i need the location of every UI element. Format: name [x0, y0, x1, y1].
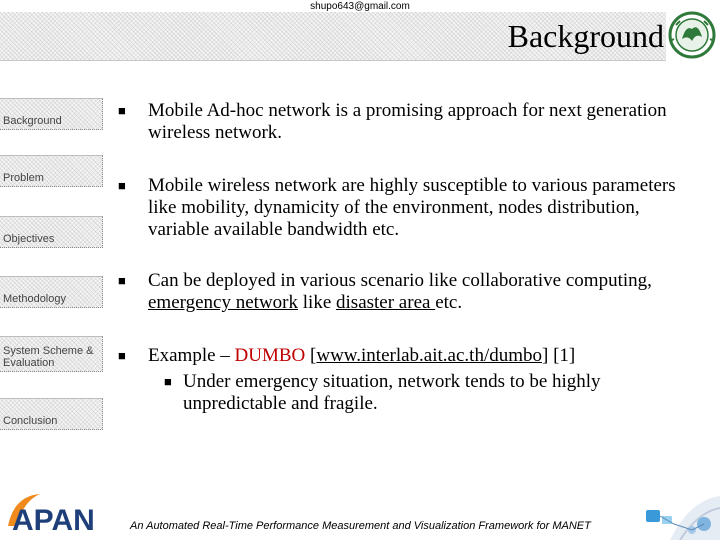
university-logo-icon: [668, 9, 716, 61]
slide-title: Background: [507, 18, 664, 54]
sidebar-item-background[interactable]: [0, 98, 103, 130]
bullet-text-part: Example –: [148, 345, 235, 366]
sidebar-item-methodology[interactable]: [0, 276, 103, 308]
bullet-item: [118, 100, 688, 144]
bullet-text-part: [: [305, 345, 317, 366]
square-bullet-icon: ■: [118, 348, 126, 363]
sidebar-item-conclusion[interactable]: [0, 398, 103, 430]
sidebar-item-label: Methodology: [3, 293, 66, 305]
disaster-area-term: disaster area: [336, 292, 436, 313]
dumbo-highlight: DUMBO: [234, 345, 306, 366]
square-bullet-icon: ■: [164, 374, 172, 389]
bullet-item: [118, 175, 688, 241]
bullet-text: [148, 345, 688, 367]
sidebar-item-problem[interactable]: [0, 155, 103, 187]
bullet-text: [148, 270, 688, 314]
author-email: shupo643@gmail.com: [310, 1, 410, 12]
sidebar-item-system-scheme[interactable]: [0, 336, 103, 372]
sidebar-item-label: Background: [3, 115, 62, 127]
network-graphic-icon: [640, 490, 720, 540]
bullet-item: [118, 345, 688, 367]
bullet-text-part: ] [1]: [542, 345, 576, 366]
apan-logo: [4, 492, 114, 536]
bullet-item: [118, 270, 688, 314]
dumbo-url-link[interactable]: www.interlab.ait.ac.th/dumbo: [316, 345, 542, 366]
square-bullet-icon: ■: [118, 273, 126, 288]
footer-caption: An Automated Real-Time Performance Measurement and Visualization Framework for MANET: [130, 520, 591, 532]
header: [0, 0, 720, 70]
sidebar-item-label: Problem: [3, 172, 44, 184]
bullet-text-part: like: [298, 292, 337, 313]
sidebar-item-label: System Scheme & Evaluation: [3, 345, 94, 369]
apan-logo-text: APAN: [12, 504, 95, 536]
square-bullet-icon: ■: [118, 103, 126, 118]
bullet-text-part: Can be deployed in various scenario like collaborative computing,: [148, 270, 652, 291]
square-bullet-icon: ■: [118, 178, 126, 193]
sidebar-item-label: Objectives: [3, 233, 55, 245]
sub-bullet-item: [164, 371, 684, 415]
bullet-text: Mobile wireless network are highly susceptible to various parameters like mobility, dynamicity of the environment, nodes distribution, variable available bandwidth etc.: [148, 175, 676, 240]
emergency-network-term: emergency network: [148, 292, 299, 313]
sidebar-item-label: Conclusion: [3, 415, 58, 427]
sub-bullet-text: Under emergency situation, network tends to be highly unpredictable and fragile.: [183, 371, 601, 414]
bullet-text-part: etc.: [435, 292, 463, 313]
sidebar-item-objectives[interactable]: [0, 216, 103, 248]
bullet-text: Mobile Ad-hoc network is a promising approach for next generation wireless network.: [148, 100, 667, 143]
